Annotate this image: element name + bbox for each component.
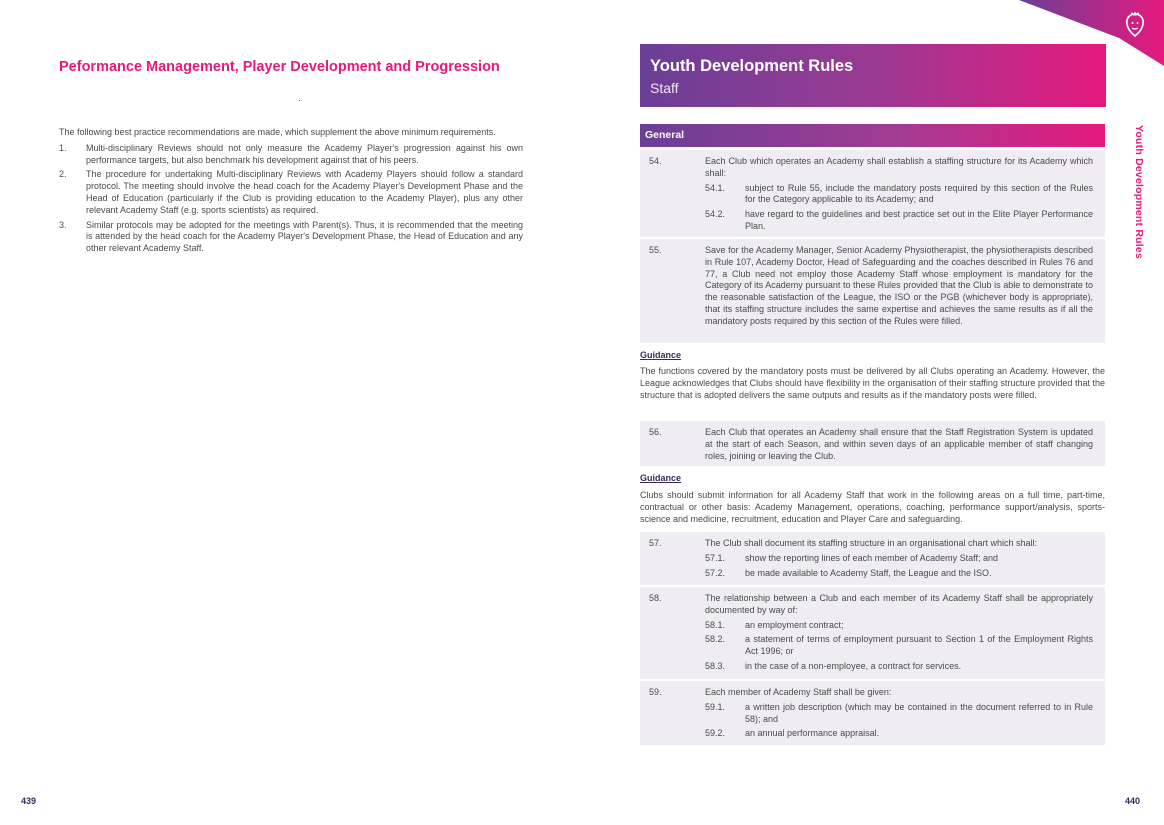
rule-text: The Club shall document its staffing structure in an organisational chart which shall: [705, 538, 1038, 548]
sub-rule-number: 59.1. [705, 701, 726, 712]
sub-rule [705, 661, 1093, 673]
sub-rule-text: a statement of terms of employment pursuant to Section 1 of the Employment Rights Act 1996; or [745, 634, 1093, 657]
rule-57 [640, 532, 1105, 585]
banner-subtitle: Staff [650, 80, 679, 96]
left-page-heading: Peformance Management, Player Development and Progression [59, 59, 500, 75]
sub-rule-number: 58.2. [705, 634, 726, 645]
left-page-body [59, 127, 523, 258]
rule-text: Each Club that operates an Academy shall ensure that the Staff Registration System is updated at the start of each Season, and within seven days of an applicable member of staff changing roles, joining or leaving the Club. [705, 427, 1093, 461]
guidance-heading: Guidance [640, 473, 682, 483]
rule-text: Each Club which operates an Academy shall establish a staffing structure for its Academy which shall: [705, 156, 1093, 178]
banner-title: Youth Development Rules [650, 57, 854, 75]
rule-number: 56. [649, 427, 662, 437]
guidance-text: The functions covered by the mandatory posts must be delivered by all Clubs operating an Academy. However, the League acknowledges that Clubs should have flexibility in the organisation of their staffing structure provided that the structure that is adopted delivers the same outputs and results as if the mandatory posts were filled. [640, 366, 1105, 400]
sub-rule [705, 634, 1093, 658]
stray-dot [299, 100, 300, 101]
rule-text: Save for the Academy Manager, Senior Academy Physiotherapist, the physiotherapists described in Rule 107, Academy Doctor, Head of Safeguarding and the coaches described in Rules 76 and 77, a Club need not employ those Academy Staff whose employment is mandatory for the Category of its Academy pursuant to these Rules provided that the Club is able to demonstrate to the reasonable satisfaction of the League, the ISO or the PGB (whichever body is appropriate), that its staffing structure includes the same expertise and achieves the same results as if all the mandatory posts required by this section of the Rules were filled. [705, 245, 1093, 326]
rule-body [705, 593, 1093, 673]
rule-number: 57. [649, 538, 662, 548]
sub-rule [705, 728, 1093, 740]
sub-rule-text: an employment contract; [745, 619, 844, 630]
sub-rule [705, 568, 1093, 580]
section-header-general [640, 124, 1105, 147]
page-number-right: 440 [1125, 796, 1141, 806]
sub-rule-text: have regard to the guidelines and best practice set out in the Elite Player Performance Plan. [745, 209, 1093, 231]
rule-56 [640, 421, 1105, 466]
rule-55 [640, 239, 1105, 343]
sub-rule-number: 57.2. [705, 567, 726, 578]
rule-body [705, 156, 1093, 233]
guidance-heading: Guidance [640, 350, 682, 360]
list-item-text: Multi-disciplinary Reviews should not only measure the Academy Player's progression against his own performance targets, but also benchmark his development against that of his peers. [86, 142, 523, 165]
list-item-text: The procedure for undertaking Multi-disciplinary Reviews with Academy Players should follow a standard protocol. The meeting should involve the head coach for the Academy Player's Development Phase and the Head of Education (particularly if the Club is providing education to the Academy Player), plus any other relevant Academy Staff (e.g. sports scientists) as required. [86, 169, 523, 215]
sub-rule [705, 553, 1093, 565]
sub-rule-text: show the reporting lines of each member of Academy Staff; and [745, 552, 998, 563]
intro-paragraph: The following best practice recommendations are made, which supplement the above minimum requirements. [59, 127, 496, 137]
sub-rule [705, 209, 1093, 233]
rule-number: 59. [649, 687, 662, 697]
list-item [59, 169, 523, 216]
sub-rule-number: 59.2. [705, 728, 726, 739]
rule-text: Each member of Academy Staff shall be given: [705, 687, 892, 697]
sub-rule-text: be made available to Academy Staff, the League and the ISO. [745, 567, 992, 578]
rule-body [705, 427, 1093, 462]
list-item-number: 3. [59, 219, 67, 230]
lion-logo-icon [1123, 12, 1147, 38]
rule-number: 58. [649, 593, 662, 603]
rule-54 [640, 150, 1105, 237]
rule-58 [640, 587, 1105, 679]
list-item [59, 220, 523, 255]
section-header-label: General [645, 129, 685, 141]
rule-body [705, 687, 1093, 740]
rule-body [705, 538, 1093, 579]
sub-rule-text: a written job description (which may be contained in the document referred to in Rule 58); and [745, 701, 1093, 724]
rule-number: 55. [649, 245, 662, 255]
guidance-text: Clubs should submit information for all Academy Staff that work in the following areas on a full time, part-time, contractual or other basis: Academy Management, operations, coaching, performance support/analysis, sports-science and medicine, recruitment, education and Player Care and safeguarding. [640, 490, 1105, 524]
sub-rule-number: 54.1. [705, 182, 726, 193]
rule-number: 54. [649, 156, 662, 166]
list-item-text: Similar protocols may be adopted for the meetings with Parent(s). Thus, it is recommended that the meeting is attended by the head coach for the Academy Player's Development Phase, the Head of Education and any other relevant Academy Staff. [86, 219, 523, 254]
sub-rule-number: 58.3. [705, 660, 726, 671]
side-tab-label: Youth Development Rules [1133, 125, 1145, 259]
list-item-number: 2. [59, 169, 67, 180]
sub-rule-number: 58.1. [705, 619, 726, 630]
sub-rule-text: an annual performance appraisal. [745, 728, 880, 739]
sub-rule [705, 183, 1093, 207]
sub-rule-number: 57.1. [705, 552, 726, 563]
rule-text: The relationship between a Club and each member of its Academy Staff shall be appropriately documented by way of: [705, 593, 1093, 615]
sub-rule [705, 702, 1093, 726]
sub-rule-number: 54.2. [705, 209, 726, 220]
section-banner [640, 44, 1106, 107]
sub-rule-text: in the case of a non-employee, a contract for services. [745, 660, 962, 671]
list-item-number: 1. [59, 142, 67, 153]
rule-59 [640, 681, 1105, 745]
rule-body [705, 245, 1093, 328]
page-number-left: 439 [21, 796, 37, 806]
sub-rule-text: subject to Rule 55, include the mandatory posts required by this section of the Rules for the Category applicable to its Academy; and [745, 182, 1093, 205]
sub-rule [705, 620, 1093, 632]
list-item [59, 143, 523, 167]
